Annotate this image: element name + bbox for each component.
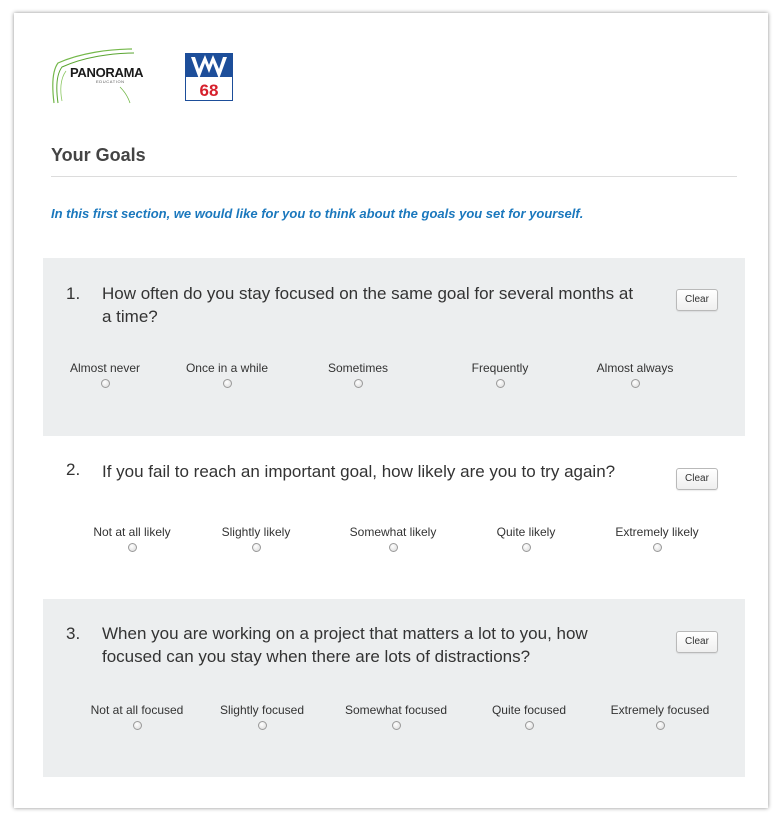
option-quite-focused[interactable] bbox=[459, 703, 599, 730]
header-logos bbox=[50, 47, 250, 107]
option-label: Somewhat likely bbox=[349, 525, 437, 539]
question-number: 3. bbox=[66, 624, 81, 643]
radio-button[interactable] bbox=[389, 543, 398, 552]
option-label: Not at all focused bbox=[90, 703, 184, 717]
option-slightly-focused[interactable] bbox=[192, 703, 332, 730]
option-label: Quite likely bbox=[496, 525, 556, 539]
option-label: Quite focused bbox=[491, 703, 567, 717]
option-label: Slightly likely bbox=[221, 525, 291, 539]
radio-button[interactable] bbox=[133, 721, 142, 730]
option-label: Sometimes bbox=[327, 361, 389, 375]
question-text: When you are working on a project that matters a lot to you, how focused can you stay when there are lots of distractions? bbox=[102, 624, 588, 666]
option-not-at-all-likely[interactable] bbox=[62, 525, 202, 552]
question-text: How often do you stay focused on the same goal for several months at a time? bbox=[102, 284, 634, 326]
radio-button[interactable] bbox=[656, 721, 665, 730]
district-number: 68 bbox=[199, 81, 219, 100]
section-intro: In this first section, we would like for you to think about the goals you set for yourself. bbox=[51, 206, 584, 221]
clear-button[interactable]: Clear bbox=[676, 631, 718, 653]
section-title: Your Goals bbox=[51, 145, 146, 165]
clear-button[interactable]: Clear bbox=[676, 468, 718, 490]
option-extremely-likely[interactable] bbox=[587, 525, 727, 552]
radio-button[interactable] bbox=[258, 721, 267, 730]
option-not-at-all-focused[interactable] bbox=[67, 703, 207, 730]
radio-button[interactable] bbox=[128, 543, 137, 552]
radio-button[interactable] bbox=[223, 379, 232, 388]
question-text: If you fail to reach an important goal, how likely are you to try again? bbox=[102, 462, 616, 481]
option-label: Almost always bbox=[596, 361, 674, 375]
panorama-subtitle: EDUCATION bbox=[96, 79, 125, 84]
option-almost-always[interactable] bbox=[565, 361, 705, 388]
radio-button[interactable] bbox=[101, 379, 110, 388]
option-label: Extremely likely bbox=[615, 525, 699, 539]
option-extremely-focused[interactable] bbox=[590, 703, 730, 730]
question-number: 1. bbox=[66, 284, 81, 303]
option-frequently[interactable] bbox=[430, 361, 570, 388]
option-almost-never[interactable] bbox=[35, 361, 175, 388]
clear-button[interactable]: Clear bbox=[676, 289, 718, 311]
radio-button[interactable] bbox=[354, 379, 363, 388]
radio-button[interactable] bbox=[631, 379, 640, 388]
panorama-wordmark: PANORAMA bbox=[70, 65, 144, 80]
district-logo bbox=[185, 53, 233, 101]
option-sometimes[interactable] bbox=[288, 361, 428, 388]
radio-button[interactable] bbox=[496, 379, 505, 388]
option-once-in-a-while[interactable] bbox=[157, 361, 297, 388]
option-label: Once in a while bbox=[185, 361, 269, 375]
radio-button[interactable] bbox=[653, 543, 662, 552]
option-slightly-likely[interactable] bbox=[186, 525, 326, 552]
option-label: Frequently bbox=[471, 361, 529, 375]
option-label: Extremely focused bbox=[610, 703, 710, 717]
option-label: Almost never bbox=[69, 361, 141, 375]
panorama-logo bbox=[50, 47, 155, 107]
question-2 bbox=[43, 436, 745, 614]
question-1 bbox=[43, 258, 745, 436]
radio-button[interactable] bbox=[252, 543, 261, 552]
section-divider bbox=[51, 176, 737, 177]
option-label: Somewhat focused bbox=[344, 703, 448, 717]
radio-button[interactable] bbox=[392, 721, 401, 730]
option-label: Slightly focused bbox=[219, 703, 305, 717]
option-somewhat-focused[interactable] bbox=[326, 703, 466, 730]
option-quite-likely[interactable] bbox=[456, 525, 596, 552]
survey-page bbox=[14, 13, 768, 808]
radio-button[interactable] bbox=[522, 543, 531, 552]
radio-button[interactable] bbox=[525, 721, 534, 730]
option-label: Not at all likely bbox=[93, 525, 171, 539]
question-number: 2. bbox=[66, 460, 81, 479]
question-3 bbox=[43, 599, 745, 777]
option-somewhat-likely[interactable] bbox=[323, 525, 463, 552]
